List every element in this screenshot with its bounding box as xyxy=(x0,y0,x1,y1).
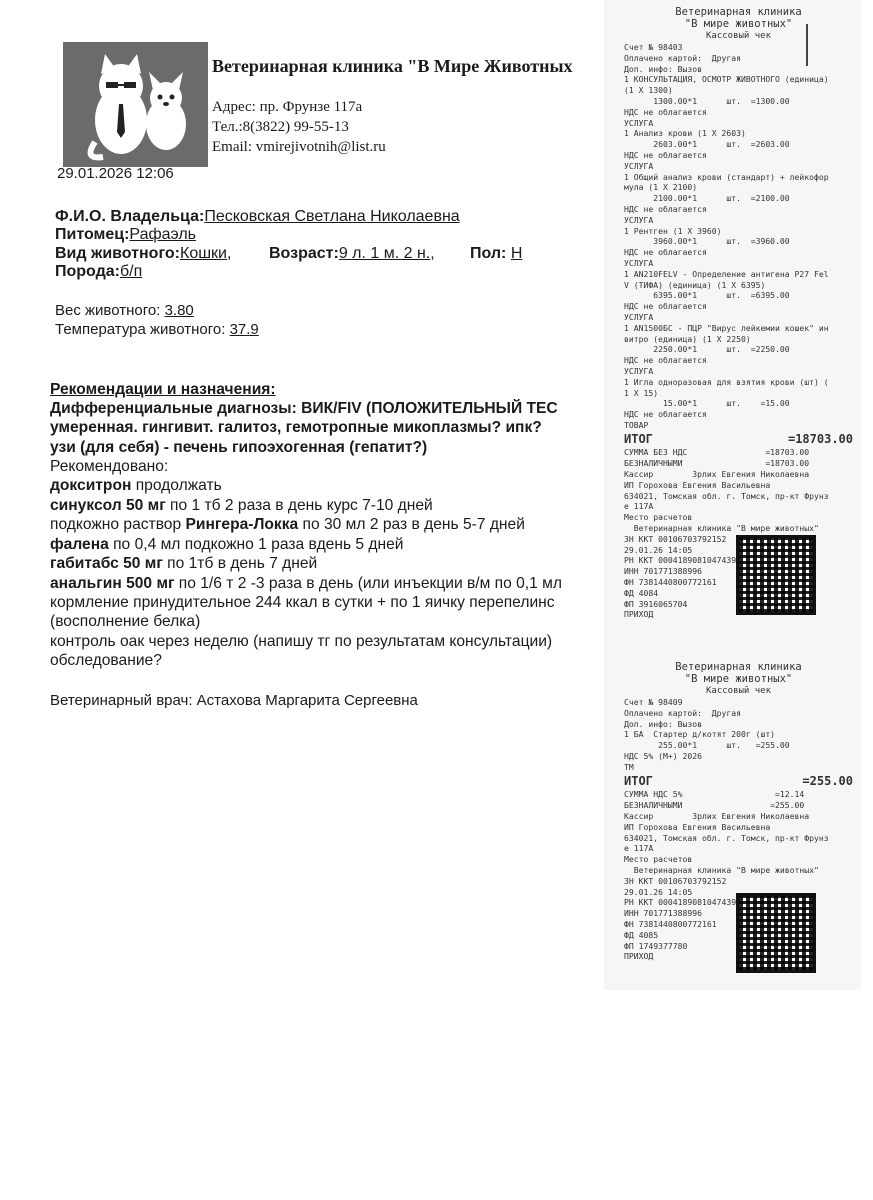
receipt-type: Кассовый чек xyxy=(705,31,772,41)
receipt-line: УСЛУГА xyxy=(624,117,654,128)
receipt-line: 1 БА Стартер д/котят 200г (шт) xyxy=(624,729,776,740)
receipt-line: витро (единица) (1 Х 2250) xyxy=(624,333,751,344)
receipt-line: Доп. инфо: Вызов xyxy=(624,718,702,729)
receipt-line: НДС не облагается xyxy=(624,301,707,312)
receipt-line: Ветеринарная клиника "В мире животных" xyxy=(624,523,819,534)
pet-label: Питомец: xyxy=(55,226,130,243)
receipt-line: ТМ xyxy=(624,761,634,772)
receipt-line: НДС не облагается xyxy=(624,203,707,214)
pet-row xyxy=(55,226,196,244)
scan-mark xyxy=(806,24,808,66)
receipt-line: (1 Х 1300) xyxy=(624,85,673,96)
diagnosis-line-1: Дифференциальные диагнозы: ВИК/FIV (ПОЛОЖИТЕЛЬНЫЙ ТЕС xyxy=(50,400,558,417)
prescription-line: кормление принудительное 244 ккал в сутки + по 1 яичку перепелинс xyxy=(50,594,555,611)
receipt-line: Счет № 98403 xyxy=(624,42,683,52)
receipt-line: Оплачено картой: Другая xyxy=(624,707,741,718)
prescription-line: контроль оак через неделю (напишу тг по результатам консультации) xyxy=(50,633,553,650)
weight-row xyxy=(55,302,194,319)
receipt-line: ФН 7381440800772161 xyxy=(624,577,717,588)
receipt-line: Ветеринарная клиника "В мире животных" xyxy=(624,864,819,875)
diagnosis-line-2: умеренная. гингивит. галитоз, гемотропные микоплазмы? ипк? xyxy=(50,419,542,436)
owner-row xyxy=(55,208,460,226)
receipt-line: Доп. инфо: Вызов xyxy=(624,63,702,74)
receipt-line: УСЛУГА xyxy=(624,365,654,376)
receipt-line: Счет № 98409 xyxy=(624,697,683,707)
temperature-label: Температура животного: xyxy=(55,321,226,338)
receipt-line: ПРИХОД xyxy=(624,609,654,620)
receipt-line: НДС не облагается xyxy=(624,409,707,420)
receipt-line: СУММА НДС 5% =12.14 xyxy=(624,789,805,800)
receipt-line: НДС не облагается xyxy=(624,355,707,366)
breed-value: б/п xyxy=(120,263,143,280)
recommended-label: Рекомендовано: xyxy=(50,458,169,475)
receipt-lines xyxy=(624,42,853,431)
receipt-line: БЕЗНАЛИЧНЫМИ =18703.00 xyxy=(624,458,810,469)
weight-value: 3.80 xyxy=(164,302,194,319)
receipt-line: 1 Игла одноразовая для взятия крови (шт) ( xyxy=(624,376,829,387)
receipt-line: НДС 5% (М+) 2026 xyxy=(624,750,702,761)
receipt-line: НДС не облагается xyxy=(624,149,707,160)
receipt-line: ФД 4085 xyxy=(624,929,659,940)
receipt-line: 1 AN1500БС - ПЦР "Вирус лейкемии кошек" ин xyxy=(624,322,829,333)
receipt-line: 15.00*1 шт. =15.00 xyxy=(624,398,790,409)
receipt-line: 2100.00*1 шт. =2100.00 xyxy=(624,193,790,204)
prescription-line: синуксол 50 мг по 1 тб 2 раза в день курс 7-10 дней xyxy=(50,497,433,514)
sex-label: Пол: xyxy=(470,245,507,262)
receipt-line: РН ККТ 0004189081047439 xyxy=(624,897,737,908)
receipt-line: 1 Рентген (1 Х 3960) xyxy=(624,225,722,236)
receipt-title: Ветеринарная клиника xyxy=(675,661,802,673)
prescription-line: (восполнение белка) xyxy=(50,613,201,630)
recommendations-heading: Рекомендации и назначения: xyxy=(50,381,276,398)
receipt-line: 6395.00*1 шт. =6395.00 xyxy=(624,290,790,301)
receipt-line: ИНН 701771388996 xyxy=(624,566,702,577)
receipt-line: 1300.00*1 шт. =1300.00 xyxy=(624,95,790,106)
species-label: Вид животного: xyxy=(55,245,180,262)
receipt-line: НДС не облагается xyxy=(624,247,707,258)
receipt-line: 1 AN210FELV - Определение антигена Р27 Fel xyxy=(624,268,829,279)
receipt-line: 3960.00*1 шт. =3960.00 xyxy=(624,236,790,247)
temperature-row xyxy=(55,321,259,338)
breed-row xyxy=(55,263,142,281)
receipt-line: ИНН 701771388996 xyxy=(624,908,702,919)
prescription-line: фалена по 0,4 мл подкожно 1 раза вдень 5 дней xyxy=(50,536,404,553)
doctor-signature-line: Ветеринарный врач: Астахова Маргарита Сергеевна xyxy=(50,692,418,709)
receipt-line: е 117А xyxy=(624,501,654,512)
receipt-line: V (ТИФА) (единица) (1 Х 6395) xyxy=(624,279,766,290)
receipt-line: ФП 3916065704 xyxy=(624,598,688,609)
clinic-address: Адрес: пр. Фрунзе 117а xyxy=(212,99,363,115)
species-value: Кошки xyxy=(180,245,227,262)
receipt-line: 1 Анализ крови (1 Х 2603) xyxy=(624,128,746,139)
owner-name: Песковская Светлана Николаевна xyxy=(204,208,460,225)
receipt-line: РН ККТ 0004189081047439 xyxy=(624,555,737,566)
receipt-line: ЗН ККТ 00106703792152 xyxy=(624,533,727,544)
receipt-line: 1 Общий анализ крови (стандарт) + лейкофор xyxy=(624,171,829,182)
clinic-phone: Тел.:8(3822) 99-55-13 xyxy=(212,119,349,135)
receipt-line: ИП Горохова Евгения Васильевна xyxy=(624,821,771,832)
receipt-line: НДС не облагается xyxy=(624,106,707,117)
qr-code-icon xyxy=(736,893,816,973)
receipt-line: 1 Х 15) xyxy=(624,387,659,398)
receipt-type: Кассовый чек xyxy=(705,686,772,696)
receipt-title: Ветеринарная клиника xyxy=(675,6,802,18)
receipt-total: ИТОГ =18703.00 xyxy=(624,431,853,446)
visit-date: 29.01.2026 12:06 xyxy=(57,165,174,182)
receipt-line: Место расчетов xyxy=(624,854,693,865)
age-separator: , xyxy=(430,245,435,262)
prescription-line: габитабс 50 мг по 1тб в день 7 дней xyxy=(50,555,318,572)
receipt-line: 1 КОНСУЛЬТАЦИЯ, ОСМОТР ЖИВОТНОГО (единица) xyxy=(624,74,829,85)
receipt-line: Кассир Зрлих Евгения Николаевна xyxy=(624,810,810,821)
sex-row xyxy=(470,245,522,263)
cat-dog-logo-icon xyxy=(63,42,208,167)
receipt-line: Кассир Зрлих Евгения Николаевна xyxy=(624,469,810,480)
receipt-line: ИП Горохова Евгения Васильевна xyxy=(624,479,771,490)
breed-label: Порода: xyxy=(55,263,120,280)
receipt-line: 29.01.26 14:05 xyxy=(624,886,693,897)
receipt-line: Место расчетов xyxy=(624,512,693,523)
prescription-line: докситрон продолжать xyxy=(50,477,222,494)
receipt-line: ТОВАР xyxy=(624,419,649,430)
receipt-line: ЗН ККТ 00106703792152 xyxy=(624,875,727,886)
species-separator: , xyxy=(227,245,232,262)
receipt-line: ПРИХОД xyxy=(624,951,654,962)
receipt-line: 634021, Томская обл. г. Томск, пр-кт Фрунз xyxy=(624,490,829,501)
receipt-line: УСЛУГА xyxy=(624,311,654,322)
qr-code-icon xyxy=(736,535,816,615)
prescription-line: подкожно раствор Рингера-Локка по 30 мл 2 раз в день 5-7 дней xyxy=(50,516,525,533)
receipt-line: ФД 4084 xyxy=(624,587,659,598)
receipt-line: ФП 1749377780 xyxy=(624,940,688,951)
receipt-2 xyxy=(604,655,861,990)
clinic-logo xyxy=(63,42,208,167)
receipt-line: УСЛУГА xyxy=(624,160,654,171)
receipt-line: мула (1 Х 2100) xyxy=(624,182,698,193)
pet-name: Рафаэль xyxy=(129,226,197,243)
receipt-line: СУММА БЕЗ НДС =18703.00 xyxy=(624,447,810,458)
receipt-line: 29.01.26 14:05 xyxy=(624,544,693,555)
receipt-line: ФН 7381440800772161 xyxy=(624,918,717,929)
receipt-lines xyxy=(624,697,853,773)
receipt-line: Оплачено картой: Другая xyxy=(624,52,741,63)
temperature-value: 37.9 xyxy=(229,321,259,338)
owner-label: Ф.И.О. Владельца: xyxy=(55,208,205,225)
receipt-line: УСЛУГА xyxy=(624,257,654,268)
receipt-line: БЕЗНАЛИЧНЫМИ =255.00 xyxy=(624,800,805,811)
weight-label: Вес животного: xyxy=(55,302,161,319)
prescription-line: анальгин 500 мг по 1/6 т 2 -3 раза в день (или инъекции в/м по 0,1 мл xyxy=(50,575,562,592)
receipt-subtitle: "В мире животных" xyxy=(684,18,793,30)
sex-value: Н xyxy=(510,245,523,262)
receipt-1 xyxy=(604,0,861,655)
receipt-line: 634021, Томская обл. г. Томск, пр-кт Фрунз xyxy=(624,832,829,843)
clinic-name: Ветеринарная клиника "В Мире Животных xyxy=(212,56,573,76)
prescription-line: обследование? xyxy=(50,652,162,669)
diagnosis-line-3: узи (для себя) - печень гипоэхогенная (гепатит?) xyxy=(50,439,428,456)
receipt-line: УСЛУГА xyxy=(624,214,654,225)
receipt-line: 2250.00*1 шт. =2250.00 xyxy=(624,344,790,355)
species-row xyxy=(55,245,231,263)
age-label: Возраст: xyxy=(269,245,339,262)
age-row xyxy=(269,245,435,263)
receipt-line: 2603.00*1 шт. =2603.00 xyxy=(624,139,790,150)
age-value: 9 л. 1 м. 2 н. xyxy=(338,245,431,262)
clinic-email: Email: vmirejivotnih@list.ru xyxy=(212,139,386,155)
receipt-line: 255.00*1 шт. =255.00 xyxy=(624,740,790,751)
receipt-total: ИТОГ =255.00 xyxy=(624,773,853,788)
receipt-subtitle: "В мире животных" xyxy=(684,673,793,685)
receipt-line: е 117А xyxy=(624,843,654,854)
